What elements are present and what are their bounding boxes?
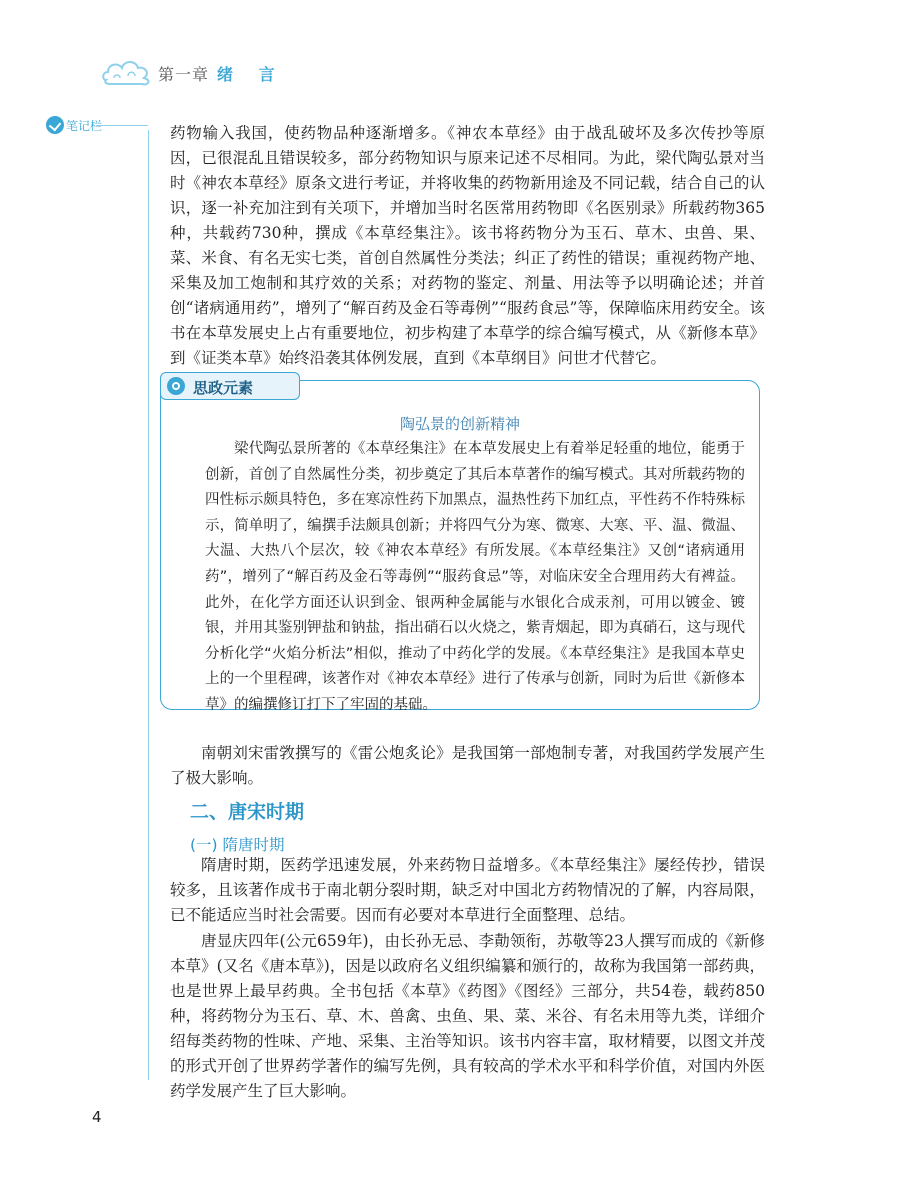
paragraph-text: 药物输入我国，使药物品种逐渐增多。《神农本草经》由于战乱破坏及多次传抄等原因，已很混乱且错误较多，部分药物知识与原来记述不尽相同。为此，梁代陶弘景对当时《神农本草经》原条文进行考证，并将收集的药物新用途及不同记载，结合自己的认识，逐一补充加注到有关项下，并增加当时名医常用药物即《名医别录》所载药物365种，共载药730种，撰成《本草经集注》。该书将药物分为玉石、草木、虫兽、果、菜、米食、有名无实七类，首创自然属性分类法；纠正了药性的错误；重视药物产地、采集及加工炮制和其疗效的关系；对药物的鉴定、剂量、用法等予以明确论述；并首创“诸病通用药”，增列了“解百药及金石等毒例”“服药食忌”等，保障临床用药安全。该书在本草发展史上占有重要地位，初步构建了本草学的综合编写模式，从《新修本草》到《证类本草》始终沿袭其体例发展，直到《本草纲目》问世才代替它。 bbox=[170, 124, 765, 367]
ideology-box-label: 思政元素 bbox=[193, 379, 254, 397]
margin-divider bbox=[148, 130, 149, 1080]
paragraph-1 bbox=[170, 121, 765, 371]
section-heading: 二、唐宋时期 bbox=[190, 801, 305, 823]
note-bar-label: 笔记栏 bbox=[66, 118, 103, 133]
chapter-title: 绪 言 bbox=[217, 65, 285, 84]
paragraph-2 bbox=[170, 741, 765, 791]
link-icon bbox=[167, 377, 185, 395]
paragraph-4 bbox=[170, 929, 765, 1104]
margin-divider-top bbox=[96, 125, 148, 126]
ideology-box-tab bbox=[160, 372, 300, 400]
note-pencil-icon bbox=[46, 116, 64, 134]
subsection-heading: (一) 隋唐时期 bbox=[190, 836, 285, 854]
page-header bbox=[100, 50, 800, 90]
cloud-ornament-icon bbox=[100, 50, 156, 90]
chapter-label: 第一章 bbox=[158, 65, 210, 84]
ideology-box-body bbox=[205, 437, 745, 719]
paragraph-text: 唐显庆四年(公元659年)，由长孙无忌、李勣领衔，苏敬等23人撰写而成的《新修本草》(又名《唐本草》)，因是以政府名义组织编纂和颁行的，故称为我国第一部药典，也是世界上最早药典。全书包括《本草》《药图》《图经》三部分，共54卷，载药850种，将药物分为玉石、草、木、兽禽、虫鱼、果、菜、米谷、有名未用等九类，详细介绍每类药物的性味、产地、采集、主治等知识。该书内容丰富，取材精要，以图文并茂的形式开创了世界药学著作的编写先例，具有较高的学术水平和科学价值，对国内外医药学发展产生了巨大影响。 bbox=[170, 932, 765, 1100]
chapter-heading bbox=[158, 62, 285, 85]
ideology-box-text: 梁代陶弘景所著的《本草经集注》在本草发展史上有着举足轻重的地位，能勇于创新，首创了自然属性分类，初步奠定了其后本草著作的编写模式。其对所载药物的四性标示颇具特色，多在寒凉性药下加黑点，温热性药下加红点，平性药不作特殊标示，简单明了，编撰手法颇具创新；并将四气分为寒、微寒、大寒、平、温、微温、大温、大热八个层次，较《神农本草经》有所发展。《本草经集注》又创“诸病通用药”，增列了“解百药及金石等毒例”“服药食忌”等，对临床安全合理用药大有裨益。此外，在化学方面还认识到金、银两种金属能与水银化合成汞剂，可用以镀金、镀银，并用其鉴别钾盐和钠盐，指出硝石以火烧之，紫青烟起，即为真硝石，这与现代分析化学“火焰分析法”相似，推动了中药化学的发展。《本草经集注》是我国本草史上的一个里程碑，该著作对《神农本草经》进行了传承与创新，同时为后世《新修本草》的编撰修订打下了牢固的基础。 bbox=[205, 441, 745, 713]
ideology-box-title: 陶弘景的创新精神 bbox=[399, 415, 520, 433]
paragraph-text: 隋唐时期，医药学迅速发展，外来药物日益增多。《本草经集注》屡经传抄，错误较多，且该著作成书于南北朝分裂时期，缺乏对中国北方药物情况的了解，内容局限，已不能适应当时社会需要。因而有必要对本草进行全面整理、总结。 bbox=[170, 856, 765, 924]
page-number: 4 bbox=[92, 1108, 102, 1126]
paragraph-3 bbox=[170, 853, 765, 928]
paragraph-text: 南朝刘宋雷敩撰写的《雷公炮炙论》是我国第一部炮制专著，对我国药学发展产生了极大影响。 bbox=[170, 744, 765, 787]
note-bar bbox=[46, 116, 102, 136]
